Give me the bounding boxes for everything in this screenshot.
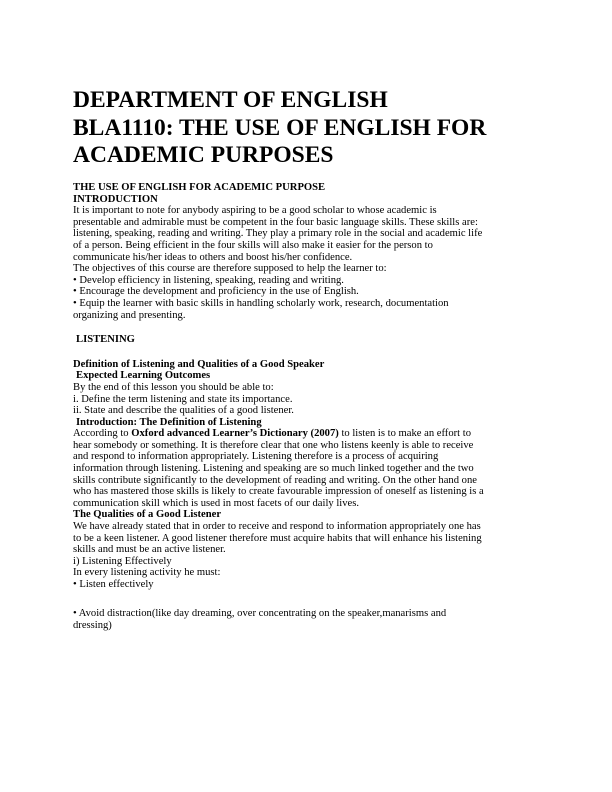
paragraph-line: hear somebody or something. It is therefore clear that one who listens keenly is able to receive <box>73 439 474 451</box>
title-line: DEPARTMENT OF ENGLISH <box>73 87 388 113</box>
title-line: ACADEMIC PURPOSES <box>73 142 334 168</box>
list-item: ii. State and describe the qualities of a good listener. <box>73 405 294 417</box>
paragraph-line: communication skill which is used in most facets of our daily lives. <box>73 497 359 509</box>
paragraph-line: It is important to note for anybody aspiring to be a good scholar to whose academic is <box>73 205 437 217</box>
paragraph-line: The objectives of this course are therefore supposed to help the learner to: <box>73 263 387 275</box>
paragraph-line: listening, speaking, reading and writing. They play a primary role in the social and academic life <box>73 228 483 240</box>
paragraph-line: By the end of this lesson you should be able to: <box>73 381 274 393</box>
subsection-heading: Introduction: The Definition of Listening <box>76 416 262 428</box>
bullet-item: • Avoid distraction(like day dreaming, over concentrating on the speaker,manarisms and <box>73 608 447 620</box>
paragraph-line: to be a keen listener. A good listener therefore must acquire habits that will enhance his listening <box>73 532 482 544</box>
paragraph-line: and respond to information appropriately. Listening therefore is a process of acquiring <box>73 451 439 463</box>
text-run: According to <box>73 428 132 440</box>
bullet-item: • Listen effectively <box>73 579 154 590</box>
subsection-heading: Definition of Listening and Qualities of a Good Speaker <box>73 358 325 370</box>
bullet-item: dressing) <box>73 619 112 631</box>
paragraph-line: of a person. Being efficient in the four skills will also make it easier for the person to <box>73 239 433 251</box>
paragraph-line: skills and must be an active listener. <box>73 544 226 556</box>
list-item: i. Define the term listening and state its importance. <box>73 393 293 405</box>
paragraph-line: who has mastered those skills is likely to create favourable impression of oneself as listening is a <box>73 486 484 498</box>
section-heading: THE USE OF ENGLISH FOR ACADEMIC PURPOSE <box>73 182 326 193</box>
section-heading: LISTENING <box>76 334 135 346</box>
bullet-item: • Equip the learner with basic skills in handling scholarly work, research, documentation <box>73 297 449 309</box>
section-heading: INTRODUCTION <box>73 193 158 205</box>
dictionary-citation: Oxford advanced Learner’s Dictionary (2007) <box>131 428 339 440</box>
text-run: to listen is to make an effort to <box>338 428 471 440</box>
paragraph-line: communicate his/her ideas to others and boost his/her confidence. <box>73 251 353 263</box>
paragraph-line: information through listening. Listening and speaking are so much linked together and the two <box>73 463 474 475</box>
paragraph-line <box>73 428 553 440</box>
bullet-item: organizing and presenting. <box>73 309 186 321</box>
paragraph-line: In every listening activity he must: <box>73 567 221 579</box>
subsection-heading: Expected Learning Outcomes <box>76 370 211 382</box>
title-line: BLA1110: THE USE OF ENGLISH FOR <box>73 114 487 141</box>
bullet-item: • Encourage the development and proficiency in the use of English. <box>73 286 359 298</box>
subsection-heading: The Qualities of a Good Listener <box>73 509 222 521</box>
document-body <box>73 182 553 631</box>
bullet-item: • Develop efficiency in listening, speaking, reading and writing. <box>73 274 344 286</box>
list-item: i) Listening Effectively <box>73 555 172 567</box>
paragraph-line: skills contribute significantly to the development of reading and writing. On the other hand one <box>73 474 477 486</box>
paragraph-line: presentable and admirable must be competent in the four basic language skills. These skills are: <box>73 216 478 228</box>
document-title <box>73 87 573 170</box>
paragraph-line: We have already stated that in order to receive and respond to information appropriately one has <box>73 521 481 533</box>
